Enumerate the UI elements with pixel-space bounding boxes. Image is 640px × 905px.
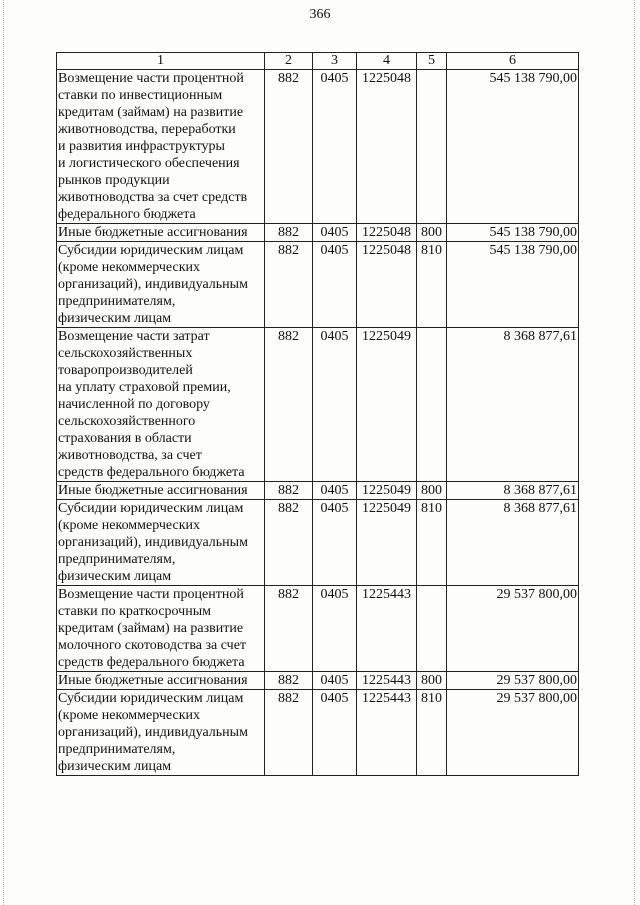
scan-edge-left — [3, 0, 5, 905]
table-row — [57, 690, 579, 776]
column-header-1: 1 — [57, 53, 265, 70]
amount: 545 138 790,00 — [447, 70, 579, 224]
row-name: Иные бюджетные ассигнования — [57, 482, 265, 500]
amount: 29 537 800,00 — [447, 672, 579, 690]
expense-type-code — [417, 586, 447, 672]
ministry-code: 882 — [265, 482, 313, 500]
expense-type-code: 800 — [417, 224, 447, 242]
ministry-code: 882 — [265, 328, 313, 482]
table-header — [57, 53, 579, 70]
scan-edge-right — [634, 0, 636, 905]
ministry-code: 882 — [265, 70, 313, 224]
ministry-code: 882 — [265, 224, 313, 242]
table-row — [57, 242, 579, 328]
expense-type-code: 810 — [417, 500, 447, 586]
target-code: 1225443 — [357, 690, 417, 776]
target-code: 1225443 — [357, 672, 417, 690]
row-name: Возмещение части процентной ставки по инвестиционным кредитам (займам) на развитие животноводства, переработки и развития инфраструктуры и логистического обеспечения рынков продукции животноводства за счет средств федерального бюджета — [57, 70, 265, 224]
target-code: 1225049 — [357, 500, 417, 586]
column-header-2: 2 — [265, 53, 313, 70]
target-code: 1225048 — [357, 224, 417, 242]
table-row — [57, 500, 579, 586]
table-row — [57, 224, 579, 242]
section-code: 0405 — [313, 482, 357, 500]
expense-type-code: 800 — [417, 672, 447, 690]
row-name: Субсидии юридическим лицам (кроме некоммерческих организаций), индивидуальным предпринимателям, физическим лицам — [57, 500, 265, 586]
page-number: 366 — [309, 7, 331, 22]
ministry-code: 882 — [265, 242, 313, 328]
amount: 545 138 790,00 — [447, 224, 579, 242]
table-row — [57, 482, 579, 500]
budget-table — [56, 52, 579, 776]
section-code: 0405 — [313, 328, 357, 482]
ministry-code: 882 — [265, 500, 313, 586]
row-name: Субсидии юридическим лицам (кроме некоммерческих организаций), индивидуальным предпринимателям, физическим лицам — [57, 242, 265, 328]
table-row — [57, 672, 579, 690]
expense-type-code — [417, 328, 447, 482]
expense-type-code: 800 — [417, 482, 447, 500]
expense-type-code — [417, 70, 447, 224]
table-row — [57, 586, 579, 672]
table-row — [57, 328, 579, 482]
amount: 8 368 877,61 — [447, 500, 579, 586]
amount: 8 368 877,61 — [447, 482, 579, 500]
section-code: 0405 — [313, 224, 357, 242]
row-name: Иные бюджетные ассигнования — [57, 224, 265, 242]
section-code: 0405 — [313, 242, 357, 328]
row-name: Возмещение части затрат сельскохозяйственных товаропроизводителей на уплату страховой премии, начисленной по договору сельскохозяйственного страхования в области животноводства, за счет средств федерального бюджета — [57, 328, 265, 482]
expense-type-code: 810 — [417, 242, 447, 328]
section-code: 0405 — [313, 586, 357, 672]
column-header-4: 4 — [357, 53, 417, 70]
amount: 545 138 790,00 — [447, 242, 579, 328]
table-body — [57, 70, 579, 776]
ministry-code: 882 — [265, 690, 313, 776]
target-code: 1225048 — [357, 70, 417, 224]
amount: 29 537 800,00 — [447, 690, 579, 776]
row-name: Иные бюджетные ассигнования — [57, 672, 265, 690]
row-name: Возмещение части процентной ставки по краткосрочным кредитам (займам) на развитие молочного скотоводства за счет средств федерального бюджета — [57, 586, 265, 672]
target-code: 1225049 — [357, 328, 417, 482]
expense-type-code: 810 — [417, 690, 447, 776]
amount: 8 368 877,61 — [447, 328, 579, 482]
target-code: 1225049 — [357, 482, 417, 500]
table-row — [57, 70, 579, 224]
target-code: 1225048 — [357, 242, 417, 328]
row-name: Субсидии юридическим лицам (кроме некоммерческих организаций), индивидуальным предпринимателям, физическим лицам — [57, 690, 265, 776]
amount: 29 537 800,00 — [447, 586, 579, 672]
section-code: 0405 — [313, 70, 357, 224]
header-row — [57, 53, 579, 70]
section-code: 0405 — [313, 690, 357, 776]
column-header-3: 3 — [313, 53, 357, 70]
section-code: 0405 — [313, 500, 357, 586]
column-header-5: 5 — [417, 53, 447, 70]
ministry-code: 882 — [265, 586, 313, 672]
ministry-code: 882 — [265, 672, 313, 690]
column-header-6: 6 — [447, 53, 579, 70]
section-code: 0405 — [313, 672, 357, 690]
target-code: 1225443 — [357, 586, 417, 672]
